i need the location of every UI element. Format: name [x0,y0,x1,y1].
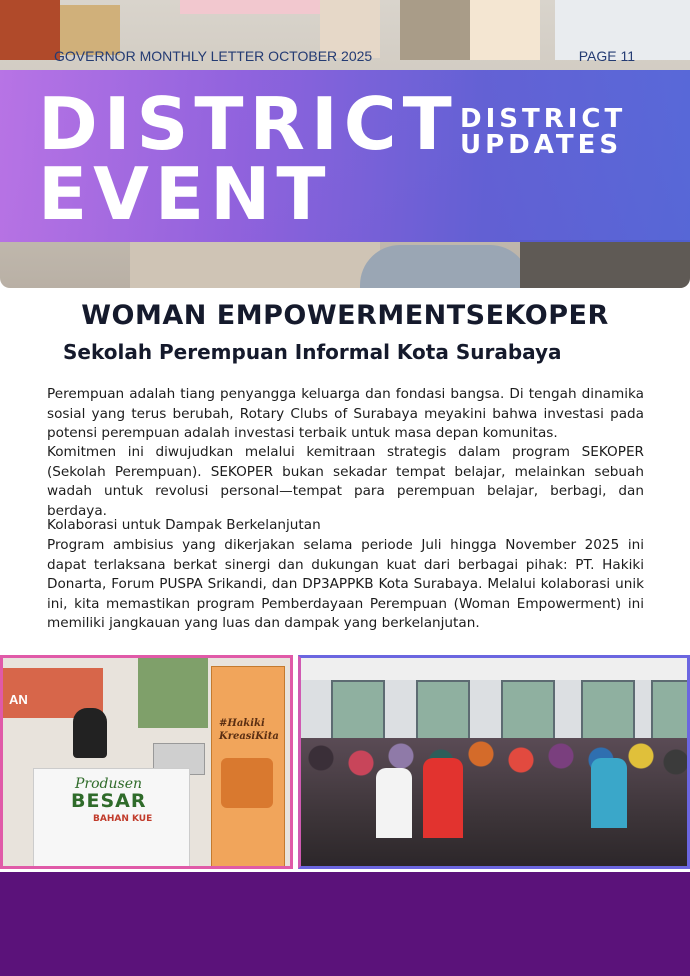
page-number: PAGE 11 [578,48,635,64]
group-member-red [423,758,463,838]
title-band [0,70,690,242]
hall-window [416,680,470,744]
booth-table-text-3: BAHAN KUE [93,814,153,824]
booth-window [138,658,208,728]
booth-table-text-2: BESAR [71,790,147,812]
hero-photo-shadow [520,240,690,288]
booth-wall-sign-text: AN [9,692,28,707]
article-paragraph-2: Komitmen ini diwujudkan melalui kemitraan strategis dalam program SEKOPER (Sekolah Perempuan). SEKOPER bukan sekadar tempat belajar, melainkan sebuah wadah untuk revolusi personal—tempat para perempuan belajar, berbagi, dan berdaya. [47,444,644,519]
booth-banner-text-2: KreasiKita [219,731,279,742]
footer-band [0,872,690,976]
headline-line-2: EVENT [38,152,332,236]
group-crowd [301,738,690,869]
hall-window [331,680,385,744]
hall-ceiling [301,658,690,680]
booth-presenter [73,708,107,758]
hero-photo-table [130,240,380,288]
article-paragraph-3: Program ambisius yang dikerjakan selama periode Juli hingga November 2025 ini dapat terlaksana berkat sinergi dan dukungan kuat dari berbagai pihak: PT. Hakiki Donarta, Forum PUSPA Srikandi, dan DP3APPKB Kota Surabaya. Melalui kolaborasi unik ini, kita memastikan program Pemberdayaan Perempuan (Woman Empowerment) ini memiliki jangkauan yang luas dan dampak yang berkelanjutan. [47,537,644,631]
hall-window [651,680,690,744]
booth-photo [0,655,293,869]
section-heading: Kolaborasi untuk Dampak Berkelanjutan [47,517,321,533]
article-subtitle: Sekolah Perempuan Informal Kota Surabaya [63,340,562,364]
group-photo [298,655,690,869]
photo-row [0,655,690,873]
booth-table-text-1: Produsen [75,776,143,792]
article-paragraph-1: Perempuan adalah tiang penyangga keluarga dan fondasi bangsa. Di tengah dinamika sosial yang terus berubah, Rotary Clubs of Surabaya meyakini bahwa investasi pada potensi perempuan adalah investasi terbaik untuk masa depan komunitas. [47,386,644,441]
letter-title: GOVERNOR MONTHLY LETTER OCTOBER 2025 [54,48,373,64]
hero-photo-chair [360,245,530,288]
booth-banner-text-1: #Hakiki [219,718,265,729]
booth-banner-pancakes [221,758,273,808]
article-title: WOMAN EMPOWERMENTSEKOPER [81,300,609,331]
hero-photo-sign [180,0,320,14]
section-label-line-2: UPDATES [460,130,623,160]
hall-window [501,680,555,744]
letter-header [0,46,690,66]
group-member-white [376,768,412,838]
group-member-cyan [591,758,627,828]
section-label-line-1: DISTRICT [460,104,627,134]
hero-photo-banner [0,0,690,288]
hall-window [581,680,635,744]
headline-line-1: DISTRICT [38,82,458,166]
